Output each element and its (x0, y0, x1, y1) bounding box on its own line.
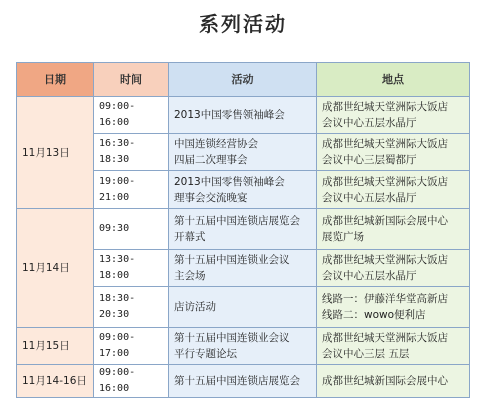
time-cell: 09:00-16:00 (94, 97, 169, 134)
event-cell (169, 250, 317, 287)
event-line: 店访活动 (174, 301, 216, 313)
time-cell: 19:00-21:00 (94, 171, 169, 209)
event-cell (169, 171, 317, 209)
venue-line: 成都世纪城新国际会展中心 (322, 215, 448, 227)
venue-cell (317, 209, 470, 250)
venue-cell (317, 287, 470, 328)
date-cell: 11月15日 (17, 328, 94, 365)
venue-line: 展览广场 (322, 231, 364, 243)
time-cell: 09:30 (94, 209, 169, 250)
date-cell: 11月14-16日 (17, 365, 94, 398)
schedule-table (16, 62, 470, 398)
event-line: 第十五届中国连锁店展览会 (174, 375, 300, 387)
venue-line: 会议中心三层蜀都厅 (322, 154, 417, 166)
time-cell: 16:30-18:30 (94, 134, 169, 171)
header-venue: 地点 (317, 63, 470, 97)
event-cell (169, 365, 317, 398)
event-line: 2013中国零售领袖峰会 (174, 175, 285, 188)
table-row (17, 97, 470, 134)
date-cell: 11月13日 (17, 97, 94, 209)
event-line: 中国连锁经营协会 (174, 138, 258, 150)
venue-line: 会议中心三层 五层 (322, 348, 410, 360)
venue-line: 成都世纪城天堂洲际大饭店 (322, 138, 448, 150)
event-line: 四届二次理事会 (174, 154, 248, 166)
venue-line: 会议中心五层水晶厅 (322, 191, 417, 204)
venue-line: 线路二：wowo便利店 (322, 309, 426, 321)
venue-cell (317, 365, 470, 398)
venue-cell (317, 171, 470, 209)
venue-cell (317, 250, 470, 287)
venue-line: 成都世纪城天堂洲际大饭店 (322, 254, 448, 266)
date-cell: 11月14日 (17, 209, 94, 328)
event-line: 平行专题论坛 (174, 348, 237, 360)
event-cell (169, 287, 317, 328)
event-cell (169, 328, 317, 365)
venue-cell (317, 328, 470, 365)
event-cell (169, 209, 317, 250)
time-cell: 09:00-17:00 (94, 328, 169, 365)
header-row (17, 63, 470, 97)
table-row (17, 328, 470, 365)
event-line: 第十五届中国连锁业会议 (174, 332, 290, 344)
venue-cell (317, 134, 470, 171)
table-row (17, 209, 470, 250)
event-line: 2013中国零售领袖峰会 (174, 109, 285, 121)
venue-line: 会议中心五层水晶厅 (322, 117, 417, 129)
header-event: 活动 (169, 63, 317, 97)
venue-line: 成都世纪城天堂洲际大饭店 (322, 101, 448, 113)
event-cell (169, 134, 317, 171)
venue-line: 线路一：伊藤洋华堂高新店 (322, 293, 448, 305)
header-time: 时间 (94, 63, 169, 97)
event-line: 开幕式 (174, 231, 206, 243)
event-line: 第十五届中国连锁业会议 (174, 254, 290, 266)
header-date: 日期 (17, 63, 94, 97)
time-cell: 18:30-20:30 (94, 287, 169, 328)
event-line: 主会场 (174, 270, 206, 282)
event-line: 理事会交流晚宴 (174, 191, 248, 204)
venue-line: 成都世纪城天堂洲际大饭店 (322, 332, 448, 344)
time-cell: 09:00-16:00 (94, 365, 169, 398)
venue-line: 成都世纪城天堂洲际大饭店 (322, 175, 448, 188)
venue-cell (317, 97, 470, 134)
venue-line: 会议中心五层水晶厅 (322, 270, 417, 282)
page-title: 系列活动 (199, 12, 287, 36)
venue-line: 成都世纪城新国际会展中心 (322, 375, 448, 387)
event-cell (169, 97, 317, 134)
event-line: 第十五届中国连锁店展览会 (174, 215, 300, 227)
table-row (17, 365, 470, 398)
time-cell: 13:30-18:00 (94, 250, 169, 287)
